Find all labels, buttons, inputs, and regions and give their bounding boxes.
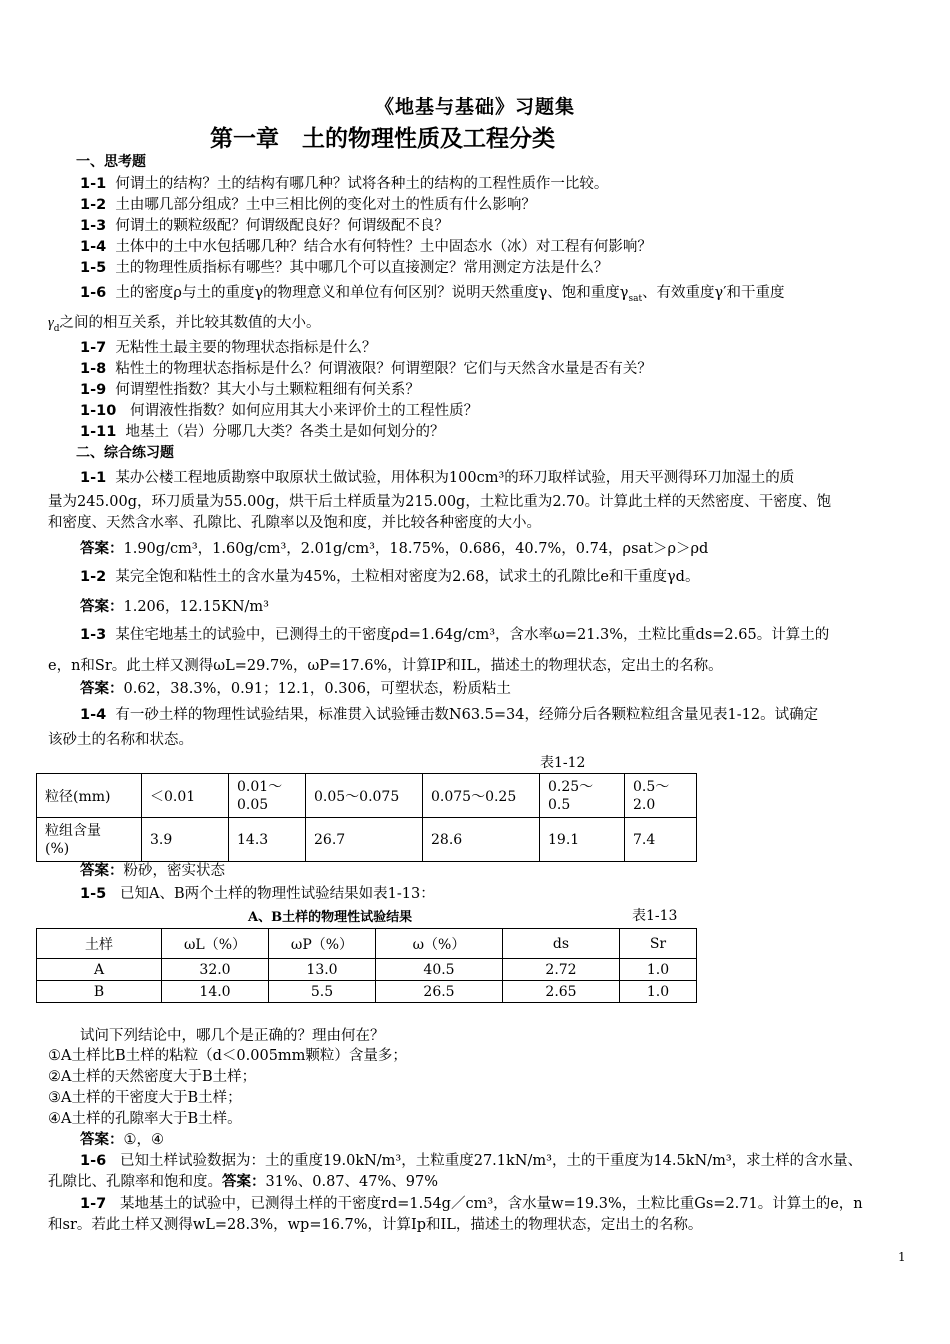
table-cell: ＜0.01	[142, 774, 229, 818]
table-cell: 3.9	[142, 818, 229, 862]
table-cell: 1.0	[620, 959, 697, 981]
problem-text: 有一砂土样的物理性试验结果，标准贯入试验锤击数N63.5=34，经筛分后各颗粒粒组含量见表1-12。试确定	[115, 707, 819, 723]
table-row	[37, 959, 697, 981]
table-cell: 粒径(mm)	[37, 774, 142, 818]
problem-text: 和sr。若此土样又测得wL=28.3%，wp=16.7%，计算Ip和IL，描述土的物理状态，定出土的名称。	[48, 1217, 703, 1233]
table-cell: 28.6	[423, 818, 540, 862]
answer-label: 答案：	[80, 862, 124, 879]
table-header-cell: ds	[503, 929, 620, 959]
problem-text: 和密度、天然含水率、孔隙比、孔隙率以及饱和度，并比较各种密度的大小。	[48, 515, 541, 531]
section-heading: 一、思考题	[76, 154, 146, 170]
table-row	[37, 818, 697, 862]
problem-text: 该砂土的名称和状态。	[48, 732, 193, 748]
table-header-row	[37, 929, 697, 959]
question	[80, 258, 608, 278]
table-row	[37, 981, 697, 1003]
answer-label: 答案：	[80, 680, 124, 697]
question-text: 粘性土的物理状态指标是什么？何谓液限？何谓塑限？它们与天然含水量是否有关？	[115, 361, 652, 377]
option: ③A土样的干密度大于B土样；	[48, 1090, 242, 1106]
table-title: A、B土样的物理性试验结果	[248, 910, 413, 925]
question-text: 无粘性土最主要的物理状态指标是什么？	[115, 340, 377, 356]
question-number: 1-5	[80, 260, 107, 276]
answer-label: 答案：	[222, 1173, 266, 1190]
table-cell: 40.5	[376, 959, 503, 981]
question-number: 1-4	[80, 239, 107, 255]
question-number: 1-9	[80, 382, 107, 398]
question-number: 1-11	[80, 424, 117, 440]
answer-label: 答案：	[80, 598, 124, 615]
question	[80, 401, 478, 421]
question-text: 何谓液性指数？如何应用其大小来评价土的工程性质？	[130, 403, 479, 419]
question-number: 1-7	[80, 340, 107, 356]
table-cell: 7.4	[625, 818, 697, 862]
question	[80, 195, 536, 215]
question-text: 、有效重度γ′和干重度	[642, 285, 785, 301]
table-cell: 粒组含量 (%)	[37, 818, 142, 862]
question-text: 土体中的土中水包括哪几种？结合水有何特性？土中固态水（冰）对工程有何影响？	[115, 239, 652, 255]
question-number: 1-10	[80, 403, 117, 419]
problem-text	[48, 1172, 438, 1192]
question-text: 何谓土的结构？土的结构有哪几种？试将各种土的结构的工程性质作一比较。	[115, 176, 609, 192]
table-cell: 0.01～ 0.05	[229, 774, 306, 818]
table-1-12	[36, 773, 697, 862]
problem-text: 某完全饱和粘性土的含水量为45%，土粒相对密度为2.68，试求土的孔隙比e和干重度γd。	[115, 569, 700, 585]
table-caption: 表1-12	[540, 755, 586, 771]
problem	[80, 1194, 863, 1214]
answer	[80, 539, 708, 559]
option: ④A土样的孔隙率大于B土样。	[48, 1111, 242, 1127]
problem-text: 量为245.00g，环刀质量为55.00g，烘干后土样质量为215.00g，土粒比重为2.70。计算此土样的天然密度、干密度、饱	[48, 494, 832, 510]
answer-label: 答案：	[80, 1131, 124, 1148]
question	[80, 338, 376, 358]
table-cell: 0.075～0.25	[423, 774, 540, 818]
table-caption: 表1-13	[632, 908, 678, 924]
question-continuation: $\gamma_d$之间的相互关系，并比较其数值的大小。	[48, 315, 321, 334]
table-header-cell: ω（%）	[376, 929, 503, 959]
problem-text: 孔隙比、孔隙率和饱和度。	[48, 1174, 222, 1190]
answer-label: 答案：	[80, 540, 124, 557]
question-text: 之间的相互关系，并比较其数值的大小。	[59, 315, 321, 331]
problem-number: 1-1	[80, 470, 107, 486]
question	[80, 237, 652, 257]
problem-number: 1-6	[80, 1153, 107, 1169]
problem	[80, 468, 794, 488]
table-header-cell: ωP（%）	[269, 929, 376, 959]
answer	[80, 679, 511, 699]
problem-number: 1-4	[80, 707, 107, 723]
question-text: 土的物理性质指标有哪些？其中哪几个可以直接测定？常用测定方法是什么？	[115, 260, 609, 276]
table-cell: 0.5～ 2.0	[625, 774, 697, 818]
section-heading: 二、综合练习题	[76, 445, 174, 461]
table-row	[37, 774, 697, 818]
problem-number: 1-2	[80, 569, 107, 585]
problem	[80, 884, 435, 904]
question-text: 地基土（岩）分哪几大类？各类土是如何划分的？	[125, 424, 445, 440]
question	[80, 283, 785, 309]
table-cell: A	[37, 959, 162, 981]
question-number: 1-1	[80, 176, 107, 192]
question-number: 1-6	[80, 285, 107, 301]
question	[80, 422, 445, 442]
option: ①A土样比B土样的粘粒（d＜0.005mm颗粒）含量多；	[48, 1048, 407, 1064]
table-cell: 13.0	[269, 959, 376, 981]
table-header-cell: 土样	[37, 929, 162, 959]
table-cell: B	[37, 981, 162, 1003]
question	[80, 380, 420, 400]
problem	[80, 567, 699, 587]
table-header-cell: Sr	[620, 929, 697, 959]
table-cell: 14.0	[162, 981, 269, 1003]
problem	[80, 705, 818, 725]
table-cell: 2.65	[503, 981, 620, 1003]
problem	[80, 1151, 862, 1171]
question-text: 土由哪几部分组成？土中三相比例的变化对土的性质有什么影响？	[115, 197, 536, 213]
document-title: 《地基与基础》习题集	[374, 96, 575, 118]
table-header-cell: ωL（%）	[162, 929, 269, 959]
question-text: 何谓塑性指数？其大小与土颗粒粗细有何关系？	[115, 382, 420, 398]
page-number: 1	[898, 1250, 906, 1264]
problem-text: 某地基土的试验中，已测得土样的干密度rd=1.54g／cm³，含水量w=19.3%，土粒比重Gs=2.71。计算土的e，n	[120, 1196, 863, 1212]
question-number: 1-8	[80, 361, 107, 377]
table-cell: 1.0	[620, 981, 697, 1003]
table-cell: 32.0	[162, 959, 269, 981]
problem-number: 1-5	[80, 886, 107, 902]
question-number: 1-2	[80, 197, 107, 213]
answer-text: 0.62，38.3%，0.91；12.1，0.306，可塑状态，粉质粘土	[123, 681, 511, 697]
answer-text: 1.206，12.15KN/m³	[123, 599, 269, 615]
answer	[80, 1130, 164, 1150]
table-cell: 26.7	[306, 818, 423, 862]
chapter-title: 第一章 土的物理性质及工程分类	[210, 125, 555, 152]
problem-number: 1-3	[80, 627, 107, 643]
question-text: 土的密度ρ与土的重度γ的物理意义和单位有何区别？说明天然重度γ、饱和重度γ	[115, 285, 629, 301]
problem-text: 已知A、B两个土样的物理性试验结果如表1-13：	[120, 886, 435, 902]
table-cell: 14.3	[229, 818, 306, 862]
problem-text: 试问下列结论中，哪几个是正确的？理由何在？	[80, 1028, 385, 1044]
subscript: sat	[628, 293, 643, 304]
question-text: 何谓土的颗粒级配？何谓级配良好？何谓级配不良？	[115, 218, 449, 234]
problem-text: e，n和Sr。此土样又测得ωL=29.7%，ωP=17.6%，计算IP和IL，描述土的物理状态，定出土的名称。	[48, 658, 723, 674]
answer-text: 31%、0.87、47%、97%	[265, 1174, 438, 1190]
question	[80, 174, 608, 194]
table-cell: 5.5	[269, 981, 376, 1003]
answer	[80, 861, 225, 881]
table-cell: 0.05～0.075	[306, 774, 423, 818]
table-1-13	[36, 928, 697, 1003]
problem-text: 某住宅地基土的试验中，已测得土的干密度ρd=1.64g/cm³，含水率ω=21.3%，土粒比重ds=2.65。计算土的	[115, 627, 830, 643]
question	[80, 216, 449, 236]
answer-text: 粉砂，密实状态	[123, 863, 225, 879]
question-number: 1-3	[80, 218, 107, 234]
answer	[80, 597, 269, 617]
answer-text: ①，④	[123, 1132, 164, 1148]
table-cell: 0.25～ 0.5	[540, 774, 625, 818]
table-cell: 19.1	[540, 818, 625, 862]
table-cell: 2.72	[503, 959, 620, 981]
problem-number: 1-7	[80, 1196, 107, 1212]
table-cell: 26.5	[376, 981, 503, 1003]
problem-text: 某办公楼工程地质勘察中取原状土做试验，用体积为100cm³的环刀取样试验，用天平测得环刀加湿土的质	[115, 470, 795, 486]
question	[80, 359, 652, 379]
answer-text: 1.90g/cm³，1.60g/cm³，2.01g/cm³，18.75%，0.686，40.7%，0.74，ρsat＞ρ＞ρd	[123, 541, 709, 557]
problem	[80, 625, 829, 645]
problem-text: 已知土样试验数据为：土的重度19.0kN/m³，土粒重度27.1kN/m³，土的干重度为14.5kN/m³，求土样的含水量、	[120, 1153, 863, 1169]
option: ②A土样的天然密度大于B土样；	[48, 1069, 257, 1085]
